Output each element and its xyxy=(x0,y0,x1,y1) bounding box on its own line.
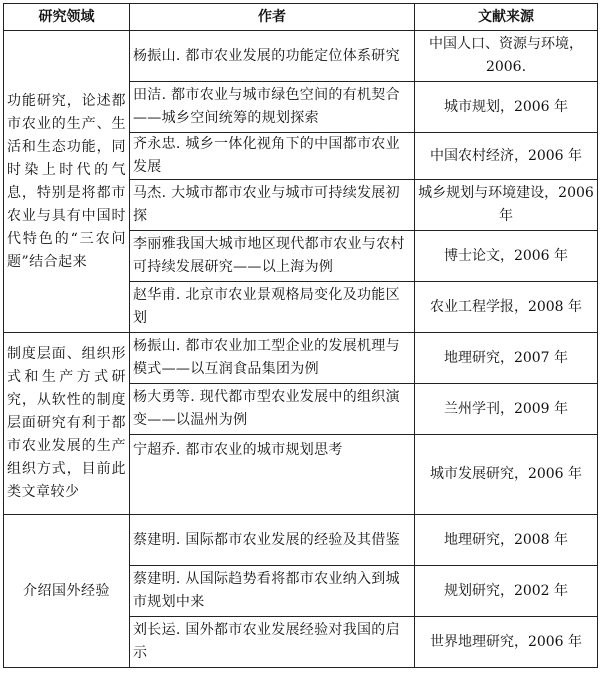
author-cell: 刘长运. 国外都市农业发展经验对我国的启示 xyxy=(130,617,415,668)
author-cell: 蔡建明. 国际都市农业发展的经验及其借鉴 xyxy=(130,515,415,566)
source-cell: 博士论文，2006 年 xyxy=(415,231,598,282)
source-cell: 城乡规划与环境建设，2006年 xyxy=(415,180,598,231)
source-cell: 地理研究，2007 年 xyxy=(415,333,598,384)
header-author: 作者 xyxy=(130,4,415,31)
source-cell: 农业工程学报，2008 年 xyxy=(415,282,598,333)
table-row xyxy=(4,333,598,384)
author-cell: 杨振山. 都市农业加工型企业的发展机理与模式——以互润食品集团为例 xyxy=(130,333,415,384)
author-cell: 赵华甫. 北京市农业景观格局变化及功能区划 xyxy=(130,282,415,333)
author-cell: 杨大勇等. 现代都市型农业发展中的组织演变——以温州为例 xyxy=(130,384,415,435)
source-cell: 城市发展研究，2006 年 xyxy=(415,435,598,515)
header-row xyxy=(4,4,598,31)
field-cell-functional: 功能研究，论述都市农业的生产、生活和生态功能，同时染上时代的气息，特别是将都市农业与具有中国时代特色的“三农问题”结合起来 xyxy=(4,31,130,333)
source-cell: 地理研究，2008 年 xyxy=(415,515,598,566)
source-cell: 兰州学刊，2009 年 xyxy=(415,384,598,435)
author-cell: 齐永忠. 城乡一体化视角下的中国都市农业发展 xyxy=(130,133,415,180)
table-row xyxy=(4,515,598,566)
header-field: 研究领域 xyxy=(4,4,130,31)
header-source: 文献来源 xyxy=(415,4,598,31)
source-cell: 中国人口、资源与环境，2006. xyxy=(415,31,598,82)
author-cell: 杨振山. 都市农业发展的功能定位体系研究 xyxy=(130,31,415,82)
author-cell: 蔡建明. 从国际趋势看将都市农业纳入到城市规划中来 xyxy=(130,566,415,617)
author-cell: 宁超乔. 都市农业的城市规划思考 xyxy=(130,435,415,515)
source-cell: 世界地理研究，2006 年 xyxy=(415,617,598,668)
source-cell: 规划研究，2002 年 xyxy=(415,566,598,617)
source-cell: 城市规划，2006 年 xyxy=(415,82,598,133)
field-cell-foreign: 介绍国外经验 xyxy=(4,515,130,668)
source-cell: 中国农村经济，2006 年 xyxy=(415,133,598,180)
literature-table xyxy=(3,3,598,668)
table-row xyxy=(4,31,598,82)
field-cell-institutional: 制度层面、组织形式和生产方式研究，从软性的制度层面研究有利于都市农业发展的生产组织方式，目前此类文章较少 xyxy=(4,333,130,515)
author-cell: 田洁. 都市农业与城市绿色空间的有机契合——城乡空间统筹的规划探索 xyxy=(130,82,415,133)
author-cell: 李丽雅我国大城市地区现代都市农业与农村可持续发展研究——以上海为例 xyxy=(130,231,415,282)
author-cell: 马杰. 大城市都市农业与城市可持续发展初探 xyxy=(130,180,415,231)
